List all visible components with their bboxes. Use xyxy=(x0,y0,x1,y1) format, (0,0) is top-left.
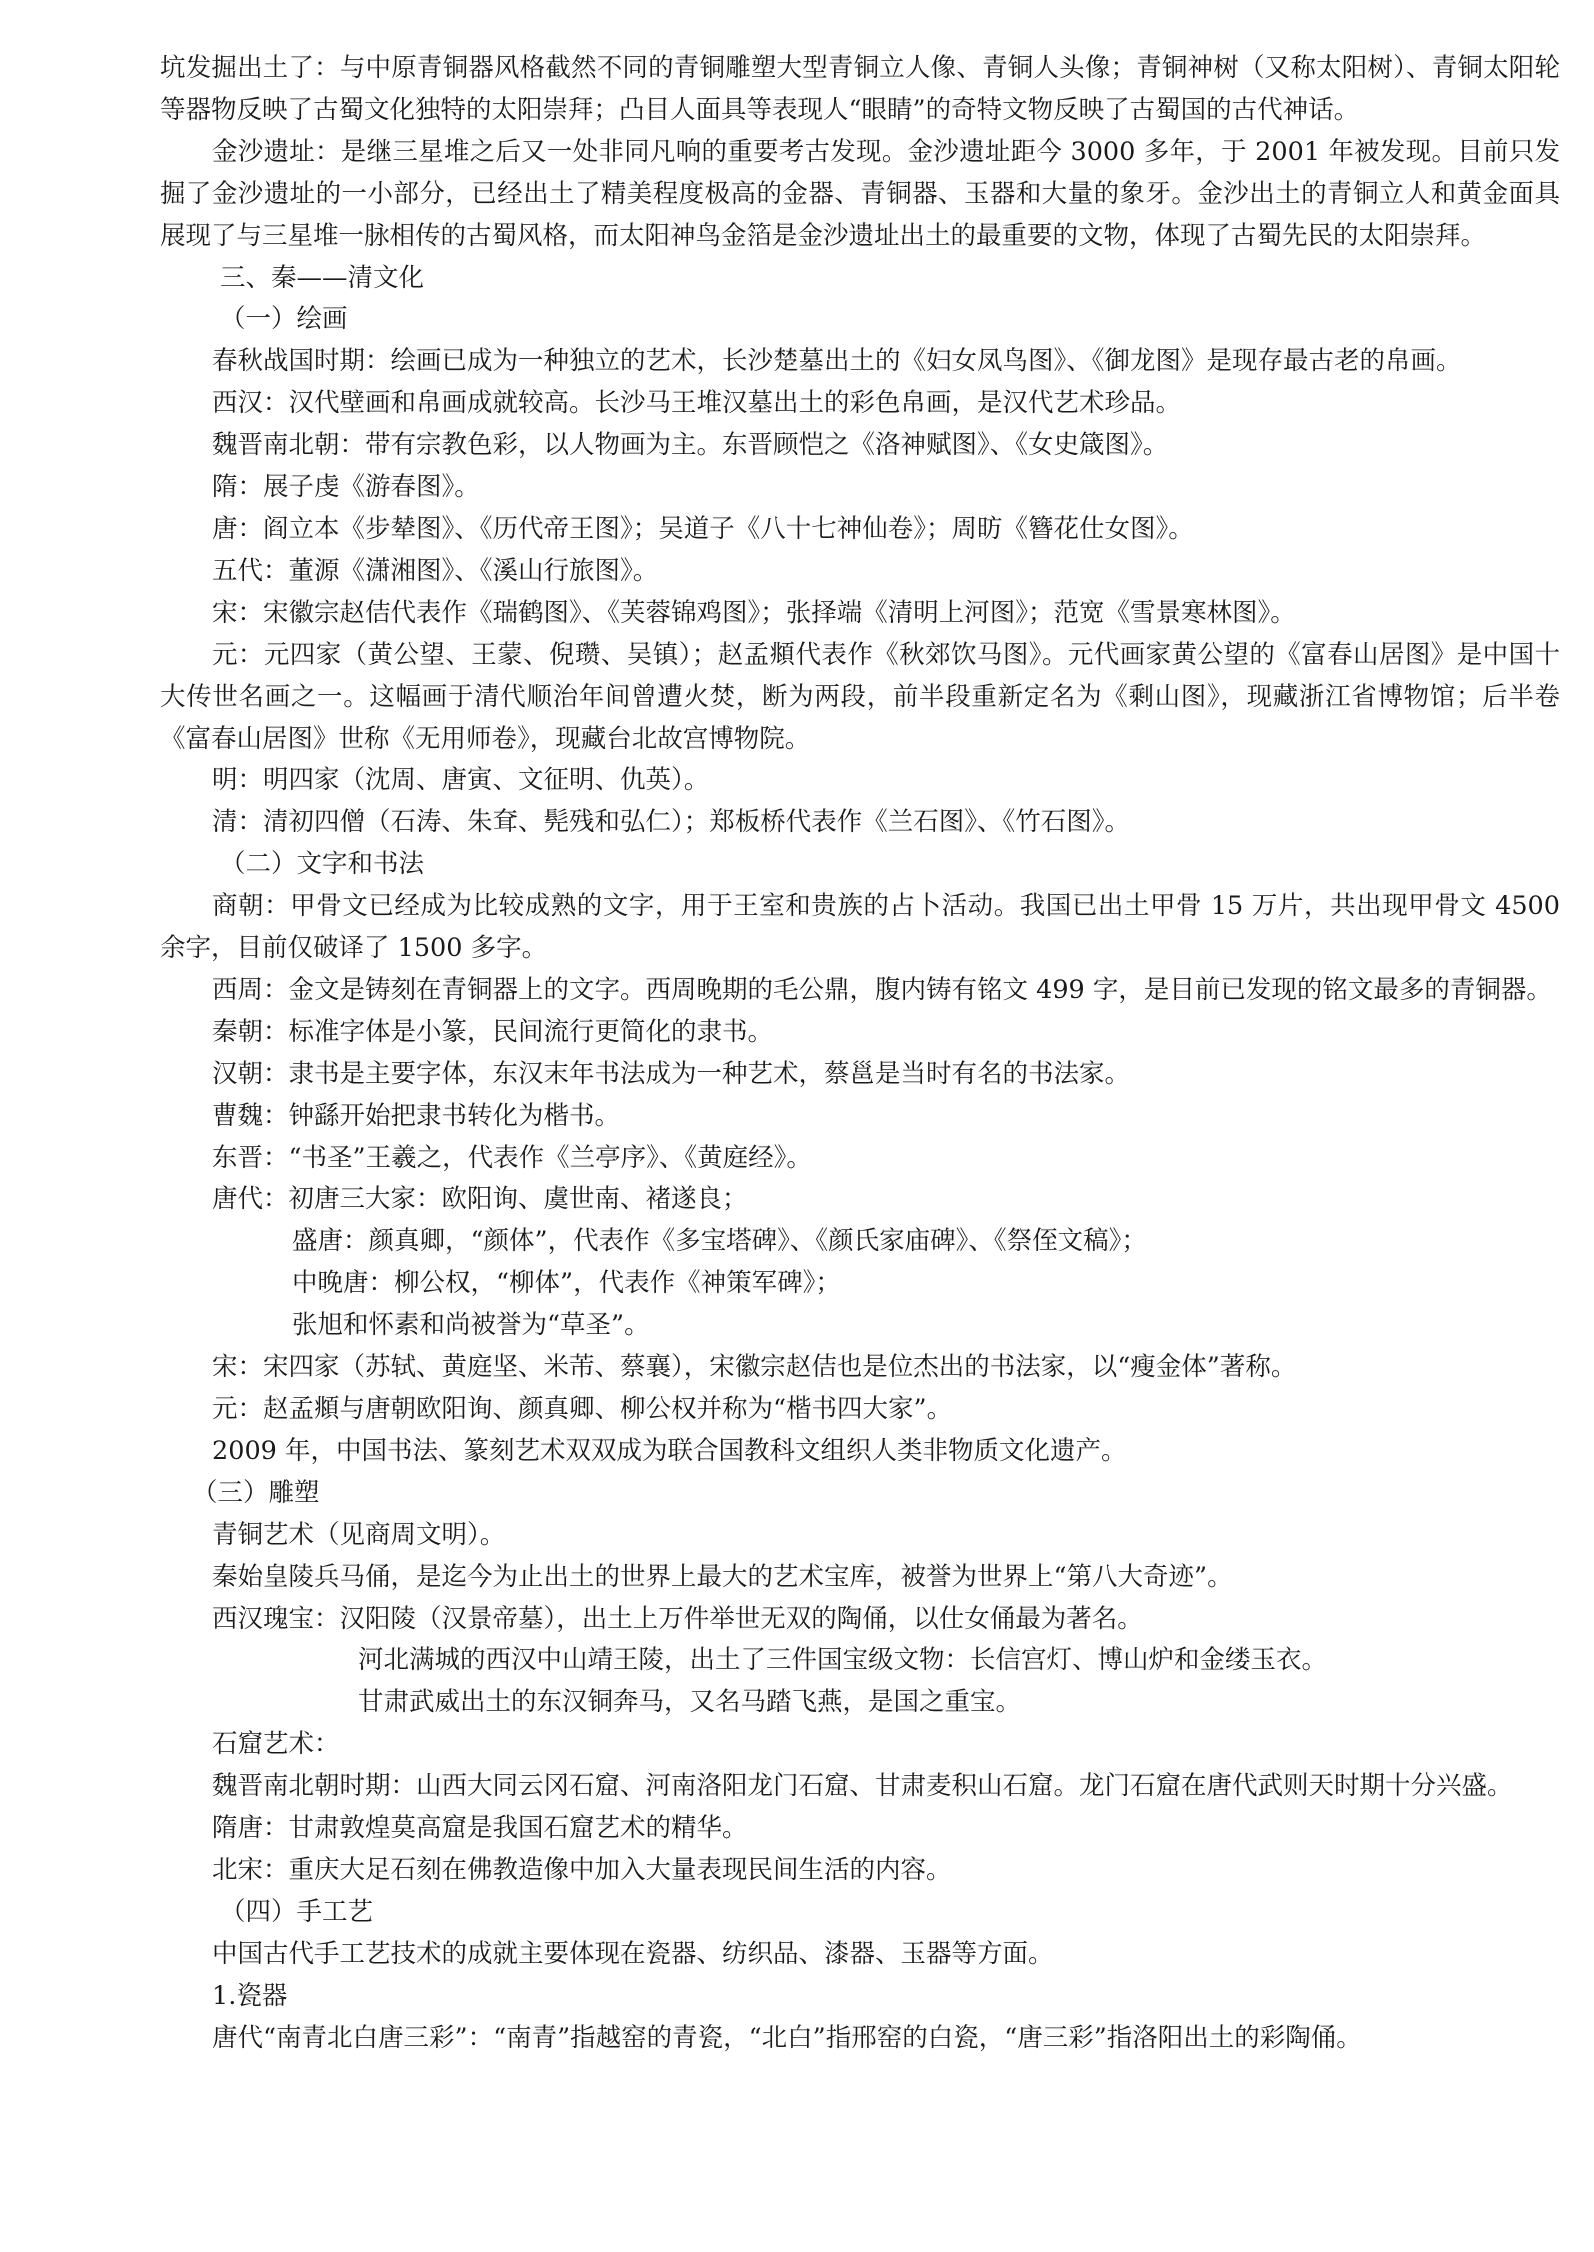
paragraph: 青铜艺术（见商周文明）。 xyxy=(212,1519,506,1550)
paragraph: 元：赵孟頫与唐朝欧阳询、颜真卿、柳公权并称为“楷书四大家”。 xyxy=(212,1394,953,1424)
paragraph: 张旭和怀素和尚被誉为“草圣”。 xyxy=(292,1310,650,1341)
paragraph: 春秋战国时期：绘画已成为一种独立的艺术，长沙楚墓出土的《妇女凤鸟图》、《御龙图》是现存最古老的帛画。 xyxy=(212,346,1462,377)
paragraph: 秦始皇陵兵马俑，是迄今为止出土的世界上最大的艺术宝库，被誉为世界上“第八大奇迹”。 xyxy=(212,1561,1233,1592)
paragraph: 金沙遗址：是继三星堆之后又一处非同凡响的重要考古发现。金沙遗址距今 3000 多年，于 2001 年被发现。目前只发掘了金沙遗址的一小部分，已经出土了精美程度极高的金器、青铜器、玉器和大量的象牙。金沙出土的青铜立人和黄金面具展现了与三星堆一脉相传的古蜀风格，而太阳神鸟金箔是金沙遗址出土的最重要的文物，体现了古蜀先民的太阳崇拜。 xyxy=(160,136,1560,251)
paragraph: 宋：宋徽宗赵佶代表作《瑞鹤图》、《芙蓉锦鸡图》；张择端《清明上河图》；范宽《雪景寒林图》。 xyxy=(212,597,1296,628)
paragraph: 1.瓷器 xyxy=(212,1980,288,2011)
paragraph: 三、秦——清文化 xyxy=(220,262,425,293)
paragraph: 元：元四家（黄公望、王蒙、倪瓒、吴镇）；赵孟頫代表作《秋郊饮马图》。元代画家黄公望的《富春山居图》是中国十大传世名画之一。这幅画于清代顺治年间曾遭火焚，断为两段，前半段重新定名为《剩山图》，现藏浙江省博物馆；后半卷《富春山居图》世称《无用师卷》，现藏台北故宫博物院。 xyxy=(160,639,1560,754)
paragraph: 商朝：甲骨文已经成为比较成熟的文字，用于王室和贵族的占卜活动。我国已出土甲骨 15 万片，共出现甲骨文 4500 余字，目前仅破译了 1500 多字。 xyxy=(160,891,1560,964)
paragraph: （四）手工艺 xyxy=(220,1896,374,1927)
paragraph: 坑发掘出土了：与中原青铜器风格截然不同的青铜雕塑大型青铜立人像、青铜人头像；青铜神树（又称太阳树）、青铜太阳轮等器物反映了古蜀文化独特的太阳崇拜；凸目人面具等表现人“眼睛”的奇特文物反映了古蜀国的古代神话。 xyxy=(160,53,1560,125)
paragraph: 唐代“南青北白唐三彩”：“南青”指越窑的青瓷，“北白”指邢窑的白瓷，“唐三彩”指洛阳出土的彩陶俑。 xyxy=(212,2022,1362,2053)
paragraph: （二）文字和书法 xyxy=(220,849,425,880)
paragraph: 唐：阎立本《步辇图》、《历代帝王图》；吴道子《八十七神仙卷》；周昉《簪花仕女图》。 xyxy=(212,513,1194,544)
paragraph: 曹魏：钟繇开始把隶书转化为楷书。 xyxy=(212,1100,621,1131)
paragraph: 石窟艺术： xyxy=(212,1729,340,1760)
paragraph: 2009 年，中国书法、篆刻艺术双双成为联合国教科文组织人类非物质文化遗产。 xyxy=(212,1435,1127,1466)
paragraph: 西汉：汉代壁画和帛画成就较高。长沙马王堆汉墓出土的彩色帛画，是汉代艺术珍品。 xyxy=(212,388,1182,419)
paragraph: 宋：宋四家（苏轼、黄庭坚、米芾、蔡襄），宋徽宗赵佶也是位杰出的书法家，以“瘦金体”著称。 xyxy=(212,1352,1297,1383)
paragraph: 河北满城的西汉中山靖王陵，出土了三件国宝级文物：长信宫灯、博山炉和金缕玉衣。 xyxy=(358,1645,1328,1676)
paragraph: 盛唐：颜真卿，“颜体”，代表作《多宝塔碑》、《颜氏家庙碑》、《祭侄文稿》； xyxy=(292,1226,1147,1257)
paragraph: 五代：董源《潇湘图》、《溪山行旅图》。 xyxy=(212,555,659,586)
document-page xyxy=(160,48,1560,2060)
paragraph: 中国古代手工艺技术的成就主要体现在瓷器、纺织品、漆器、玉器等方面。 xyxy=(212,1938,1054,1969)
paragraph: 北宋：重庆大足石刻在佛教造像中加入大量表现民间生活的内容。 xyxy=(212,1854,952,1885)
paragraph: 西汉瑰宝：汉阳陵（汉景帝墓），出土上万件举世无双的陶俑，以仕女俑最为著名。 xyxy=(212,1603,1143,1634)
paragraph: 秦朝：标准字体是小篆，民间流行更简化的隶书。 xyxy=(212,1016,774,1047)
paragraph: （一）绘画 xyxy=(220,304,348,335)
paragraph: 明：明四家（沈周、唐寅、文征明、仇英）。 xyxy=(212,765,710,796)
paragraph: 汉朝：隶书是主要字体，东汉末年书法成为一种艺术，蔡邕是当时有名的书法家。 xyxy=(212,1058,1131,1089)
paragraph: 甘肃武威出土的东汉铜奔马，又名马踏飞燕，是国之重宝。 xyxy=(358,1687,1022,1718)
paragraph: 魏晋南北朝：带有宗教色彩，以人物画为主。东晋顾恺之《洛神赋图》、《女史箴图》。 xyxy=(212,430,1169,461)
paragraph: 隋唐：甘肃敦煌莫高窟是我国石窟艺术的精华。 xyxy=(212,1813,748,1844)
paragraph: 隋：展子虔《游春图》。 xyxy=(212,472,480,503)
paragraph: 清：清初四僧（石涛、朱耷、髡残和弘仁）；郑板桥代表作《兰石图》、《竹石图》。 xyxy=(212,807,1131,838)
paragraph: 东晋：“书圣”王羲之，代表作《兰亭序》、《黄庭经》。 xyxy=(212,1142,812,1173)
paragraph: 中晚唐：柳公权，“柳体”，代表作《神策军碑》； xyxy=(292,1268,841,1299)
paragraph: 西周：金文是铸刻在青铜器上的文字。西周晚期的毛公鼎，腹内铸有铭文 499 字，是目前已发现的铭文最多的青铜器。 xyxy=(212,974,1552,1005)
paragraph: （三）雕塑 xyxy=(192,1477,320,1508)
paragraph: 魏晋南北朝时期：山西大同云冈石窟、河南洛阳龙门石窟、甘肃麦积山石窟。龙门石窟在唐代武则天时期十分兴盛。 xyxy=(212,1771,1513,1802)
paragraph: 唐代：初唐三大家：欧阳询、虞世南、褚遂良； xyxy=(212,1184,748,1215)
